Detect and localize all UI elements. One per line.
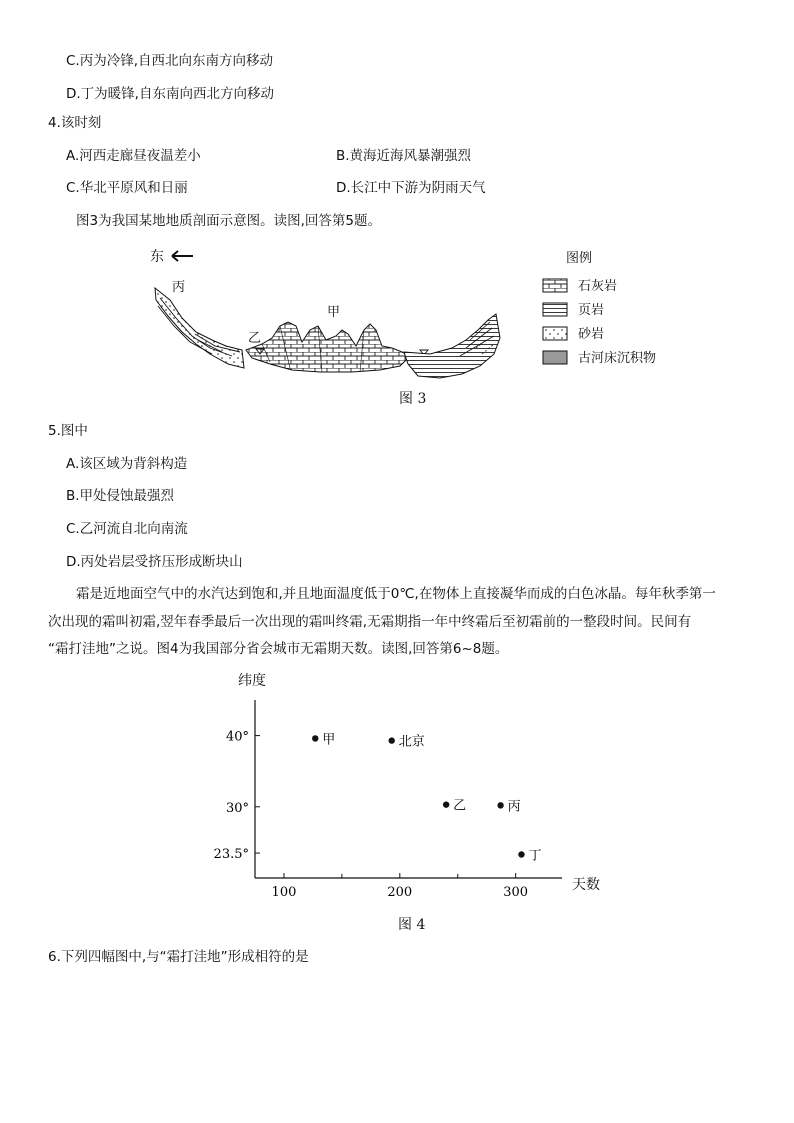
legend-limestone xyxy=(543,278,617,294)
right-slope-strata xyxy=(404,314,500,378)
label-bing: 丙 xyxy=(172,280,186,295)
q5-option-a: A.该区域为背斜构造 xyxy=(66,456,188,472)
q5-option-b: B.甲处侵蚀最强烈 xyxy=(66,488,175,504)
left-slope-strata xyxy=(155,288,244,368)
data-point-label: 丁 xyxy=(528,848,542,864)
figure-3-cross-section xyxy=(0,238,794,398)
x-tick-label: 200 xyxy=(387,885,413,900)
fig3-intro: 图3为我国某地地质剖面示意图。读图,回答第5题。 xyxy=(76,213,381,229)
figure-4-scatter-chart xyxy=(0,665,794,905)
legend-sandstone xyxy=(543,326,604,342)
data-point-label: 北京 xyxy=(398,734,425,750)
q6-stem: 6.下列四幅图中,与“霜打洼地”形成相符的是 xyxy=(48,949,309,965)
central-limestone-hills xyxy=(246,322,410,372)
fig4-caption: 图 4 xyxy=(398,917,426,933)
legend-limestone-label: 石灰岩 xyxy=(578,279,618,294)
x-axis-label: 天数 xyxy=(572,877,600,893)
q4-stem: 4.该时刻 xyxy=(48,115,102,131)
west-arrow-icon xyxy=(172,251,193,261)
direction-label: 东 xyxy=(150,249,164,265)
data-point-label: 乙 xyxy=(453,798,467,814)
y-tick-label: 40° xyxy=(225,729,249,745)
data-point-label: 丙 xyxy=(507,799,521,815)
q4-option-d: D.长江中下游为阴雨天气 xyxy=(336,180,486,196)
legend-riverbed-label: 古河床沉积物 xyxy=(578,351,657,366)
q4-option-c: C.华北平原风和日丽 xyxy=(66,180,188,196)
q5-stem: 5.图中 xyxy=(48,423,88,439)
x-tick-label: 100 xyxy=(271,885,297,900)
data-point xyxy=(518,851,524,857)
legend-shale xyxy=(543,302,604,318)
legend-title: 图例 xyxy=(566,251,593,266)
y-tick-label: 23.5° xyxy=(213,847,249,863)
passage-line-2: 次出现的霜叫初霜,翌年春季最后一次出现的霜叫终霜,无霜期指一年中终霜后至初霜前的一整段时间。民间有 xyxy=(48,614,692,630)
q4-option-b: B.黄海近海风暴潮强烈 xyxy=(336,148,472,164)
passage-line-1: 霜是近地面空气中的水汽达到饱和,并且地面温度低于0℃,在物体上直接凝华而成的白色冰晶。每年秋季第一 xyxy=(76,586,716,602)
data-point-label: 甲 xyxy=(322,732,336,748)
q3-option-c: C.丙为冷锋,自西北向东南方向移动 xyxy=(66,53,274,69)
y-axis-label: 纬度 xyxy=(238,673,266,689)
legend-shale-label: 页岩 xyxy=(578,303,605,318)
x-tick-label: 300 xyxy=(503,885,529,900)
data-point xyxy=(389,737,395,743)
q3-option-d: D.丁为暖锋,自东南向西北方向移动 xyxy=(66,86,274,102)
q4-option-a: A.河西走廊昼夜温差小 xyxy=(66,148,201,164)
data-point xyxy=(443,801,449,807)
q5-option-c: C.乙河流自北向南流 xyxy=(66,521,188,537)
legend-ancient-riverbed xyxy=(543,350,656,366)
y-tick-label: 30° xyxy=(225,800,249,816)
fig3-caption: 图 3 xyxy=(399,391,427,407)
label-yi: 乙 xyxy=(248,331,262,346)
data-point xyxy=(312,735,318,741)
data-point xyxy=(497,802,503,808)
passage-line-3: “霜打洼地”之说。图4为我国部分省会城市无霜期天数。读图,回答第6~8题。 xyxy=(48,641,509,657)
q5-option-d: D.丙处岩层受挤压形成断块山 xyxy=(66,554,243,570)
legend-sandstone-label: 砂岩 xyxy=(578,327,605,342)
label-jia: 甲 xyxy=(327,305,341,320)
